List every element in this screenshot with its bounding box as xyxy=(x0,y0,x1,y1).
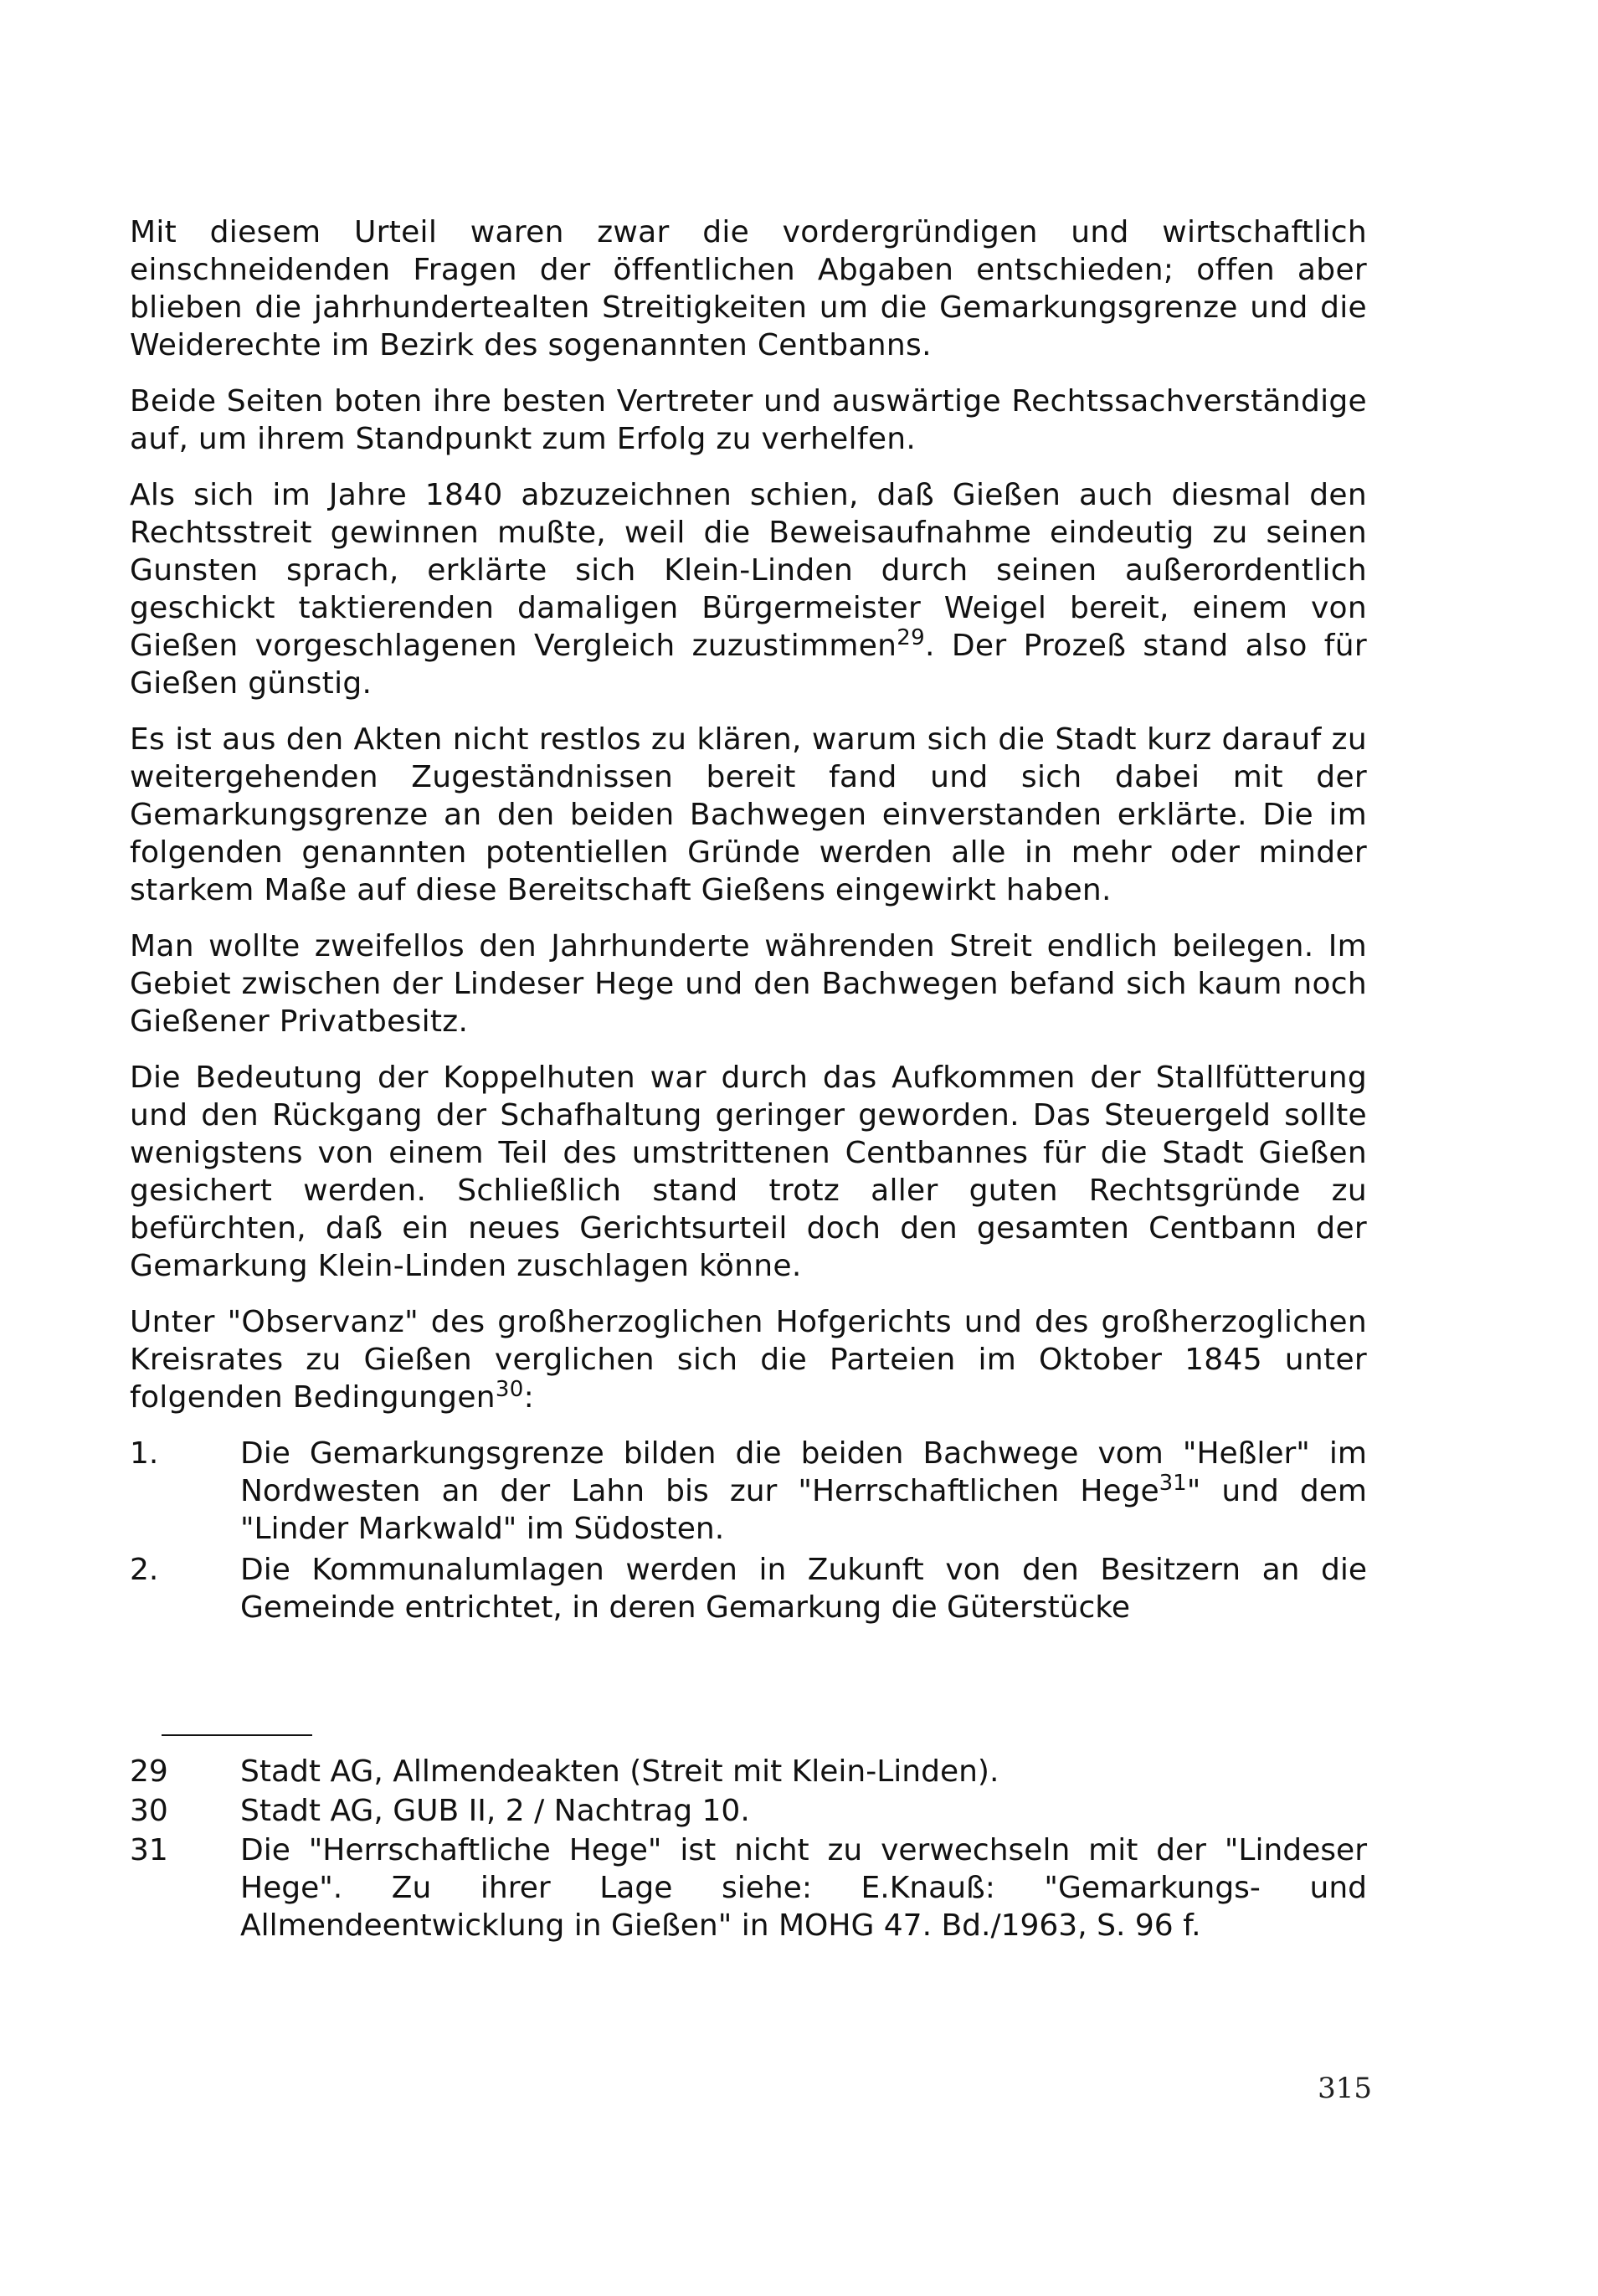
list-item-number: 2. xyxy=(130,1553,159,1587)
footnote-number: 29 xyxy=(130,1754,168,1789)
list-item-text: Die Kommunalumlagen werden in Zukunft von den Besitzern an die Gemeinde entrichtet, in deren Gemarkung die Güterstücke xyxy=(240,1553,1367,1625)
list-item xyxy=(130,1435,1367,1548)
conditions-list xyxy=(130,1435,1367,1626)
footnote-29 xyxy=(130,1753,1367,1790)
footnote-31 xyxy=(130,1831,1367,1944)
paragraph-1: Mit diesem Urteil waren zwar die vordergründigen und wirtschaftlich einschneidenden Fragen der öffentlichen Abgaben entschieden; offen aber blieben die jahrhundertealten Streitigkeiten um die Gemarkungsgrenze und die Weiderechte im Bezirk des sogenannten Centbanns. xyxy=(130,215,1367,362)
footnote-number: 31 xyxy=(130,1833,168,1867)
paragraph-5: Man wollte zweifellos den Jahrhunderte währenden Streit endlich beilegen. Im Gebiet zwischen der Lindeser Hege und den Bachwegen befand sich kaum noch Gießener Privatbesitz. xyxy=(130,929,1367,1039)
list-item-number: 1. xyxy=(130,1436,159,1471)
paragraph-4: Es ist aus den Akten nicht restlos zu klären, warum sich die Stadt kurz darauf zu weitergehenden Zugeständnissen bereit fand und sich dabei mit der Gemarkungsgrenze an den beiden Bachwegen einverstanden erklärte. Die im folgenden genannten potentiellen Gründe werden alle in mehr oder minder starkem Maße auf diese Bereitschaft Gießens eingewirkt haben. xyxy=(130,722,1367,907)
footnote-text: Stadt AG, Allmendeakten (Streit mit Klein-Linden). xyxy=(240,1754,999,1789)
body-text xyxy=(130,213,1367,1630)
footnote-ref-31: 31 xyxy=(1159,1471,1187,1496)
footnote-30 xyxy=(130,1792,1367,1830)
footnote-text: Die "Herrschaftliche Hege" ist nicht zu verwechseln mit der "Lindeser Hege". Zu ihrer Lage siehe: E.Knauß: "Gemarkungs- und Allmendeentwicklung in Gießen" in MOHG 47. Bd./1963, S. 96 f. xyxy=(240,1833,1367,1943)
footnote-divider xyxy=(162,1734,312,1736)
footnote-ref-29: 29 xyxy=(897,625,925,650)
footnotes xyxy=(130,1753,1367,1946)
footnote-ref-30: 30 xyxy=(495,1377,524,1402)
footnote-text: Stadt AG, GUB II, 2 / Nachtrag 10. xyxy=(240,1794,750,1828)
paragraph-3: Als sich im Jahre 1840 abzuzeichnen schien, daß Gießen auch diesmal den Rechtsstreit gewinnen mußte, weil die Beweisaufnahme eindeutig zu seinen Gunsten sprach, erklärte sich Klein-Linden durch seinen außerordentlich geschickt taktierenden damaligen Bürgermeister Weigel bereit, einem von Gießen vorgeschlagenen Vergleich zuzustimmen$^{29}$. Der Prozeß stand also für Gießen günstig. xyxy=(130,478,1367,701)
footnote-number: 30 xyxy=(130,1794,168,1828)
list-item-text: Die Gemarkungsgrenze bilden die beiden Bachwege vom "Heßler" im Nordwesten an der Lahn bis zur "Herrschaftlichen Hege$^{31}$" und dem "Linder Markwald" im Südosten. xyxy=(240,1436,1368,1546)
paragraph-2: Beide Seiten boten ihre besten Vertreter und auswärtige Rechtssachverständige auf, um ihrem Standpunkt zum Erfolg zu verhelfen. xyxy=(130,384,1367,456)
page-number: 315 xyxy=(1318,2072,1372,2105)
paragraph-6: Die Bedeutung der Koppelhuten war durch das Aufkommen der Stallfütterung und den Rückgang der Schafhaltung geringer geworden. Das Steuergeld sollte wenigstens von einem Teil des umstrittenen Centbannes für die Stadt Gießen gesichert werden. Schließlich stand trotz aller guten Rechtsgründe zu befürchten, daß ein neues Gerichtsurteil doch den gesamten Centbann der Gemarkung Klein-Linden zuschlagen könne. xyxy=(130,1061,1367,1283)
list-item xyxy=(130,1551,1367,1626)
paragraph-7: Unter "Observanz" des großherzoglichen Hofgerichts und des großherzoglichen Kreisrates zu Gießen verglichen sich die Parteien im Oktober 1845 unter folgenden Bedingungen$^{30}$: xyxy=(130,1305,1367,1415)
